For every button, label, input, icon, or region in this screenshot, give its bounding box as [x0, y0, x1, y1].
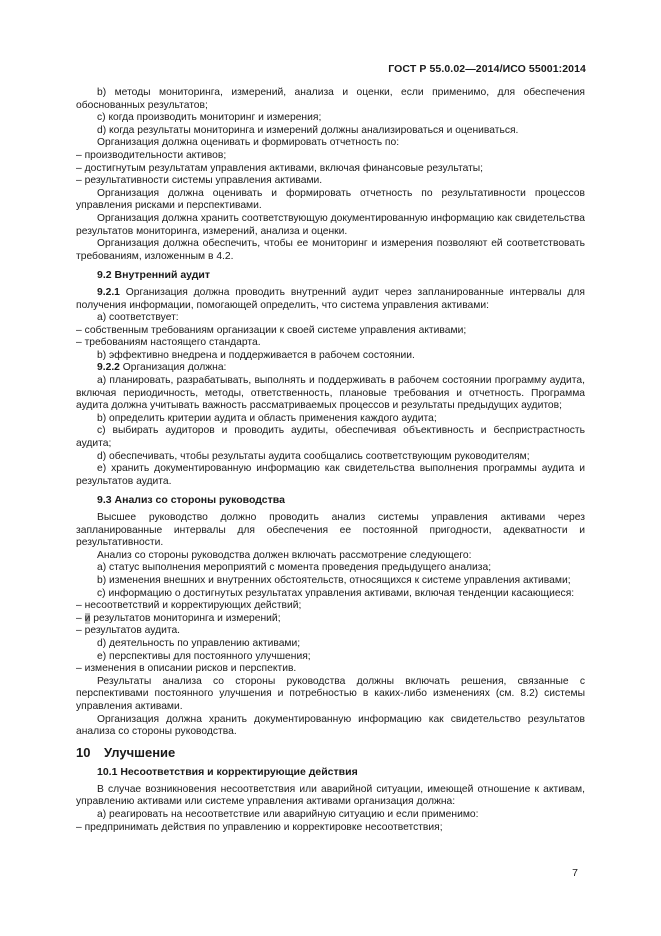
list-item: e) хранить документированную информацию как свидетельства выполнения программы аудита и результатов аудита.: [76, 463, 585, 487]
list-item: – требованиям настоящего стандарта.: [76, 337, 261, 349]
paragraph: Высшее руководство должно проводить анализ системы управления активами через запланированные интервалы для обеспечения ее постоянной пригодности, адекватности и результативности.: [76, 512, 585, 549]
list-item: e) перспективы для постоянного улучшения;: [97, 650, 311, 662]
paragraph: Организация должна хранить документированную информацию как свидетельство результатов анализа со стороны руководства.: [76, 713, 585, 738]
list-item: d) деятельность по управлению активами;: [97, 637, 301, 649]
list-item: – изменения в описании рисков и перспектив.: [76, 663, 297, 675]
list-item: a) реагировать на несоответствие или аварийную ситуацию и если применимо:: [97, 809, 479, 821]
paragraph: В случае возникновения несоответствия или аварийной ситуации, имеющей отношение к активам, управлению активами или системе управления активами организация должна:: [76, 783, 585, 808]
section-heading-10-1: 10.1 Несоответствия и корректирующие действия: [97, 766, 358, 779]
list-item-text: результатов мониторинга и измерений;: [90, 612, 281, 624]
clause-text: Организация должна:: [119, 362, 227, 374]
list-item: – несоответствий и корректирующих действий;: [76, 600, 302, 612]
list-item: a) статус выполнения мероприятий с момента проведения предыдущего анализа;: [97, 562, 492, 574]
section-heading-10: [76, 744, 585, 760]
list-item: d) обеспечивать, чтобы результаты аудита сообщались соответствующим руководителям;: [97, 450, 530, 462]
paragraph: Анализ со стороны руководства должен включать рассмотрение следующего:: [97, 549, 472, 561]
list-item: a) планировать, разрабатывать, выполнять и поддерживать в рабочем состоянии программу аудита, включая периодичность, методы, ответственность, плановые требования и отчетность. Программа аудита должна учитывать важность рассматриваемых процессов и результаты предыдущих аудитов;: [76, 375, 585, 412]
list-item: d) когда результаты мониторинга и измерений должны анализироваться и оцениваться.: [97, 124, 519, 136]
list-item: – результативности системы управления активами.: [76, 175, 323, 187]
page-number: 7: [572, 867, 578, 879]
list-item: b) изменения внешних и внутренних обстоятельств, относящихся к системе управления активами;: [97, 574, 571, 586]
document-body: [76, 87, 585, 834]
clause-number: 9.2.1: [97, 286, 120, 298]
clause-number: 9.2.2: [97, 362, 120, 374]
paragraph: Результаты анализа со стороны руководства должны включать решения, связанные с перспективами постоянного улучшения и потребностью в каких-либо изменениях (см. 8.2) системы управления активами.: [76, 675, 585, 712]
paragraph: [76, 287, 585, 312]
paragraph: [76, 362, 585, 375]
list-item: c) информацию о достигнутых результатах управления активами, включая тенденции касающиеся:: [97, 587, 575, 599]
list-item: – собственным требованиям организации к своей системе управления активами;: [76, 324, 467, 336]
list-item: – результатов аудита.: [76, 625, 181, 637]
list-item: [76, 613, 585, 626]
list-item: b) определить критерии аудита и область применения каждого аудита;: [97, 412, 437, 424]
list-item: a) соответствует:: [97, 312, 179, 324]
list-item: c) выбирать аудиторов и проводить аудиты, обеспечивая объективность и беспристрастность аудита;: [76, 425, 585, 450]
dash: –: [76, 612, 85, 624]
section-title: Улучшение: [104, 744, 176, 760]
section-heading-9-2: 9.2 Внутренний аудит: [97, 269, 210, 282]
paragraph: Организация должна хранить соответствующую документированную информацию как свидетельства результатов мониторинга, измерений, анализа и оценки.: [76, 212, 585, 237]
section-number: 10: [76, 744, 91, 760]
clause-text: Организация должна проводить внутренний аудит через запланированные интервалы для получения информации, помогающей определить, что система управления активами:: [76, 286, 585, 311]
paragraph: Организация должна оценивать и формировать отчетность по результативности процессов управления рисками и перспективами.: [76, 187, 585, 212]
paragraph: Организация должна обеспечить, чтобы ее мониторинг и измерения позволяют ей соответствовать требованиям, изложенным в 4.2.: [76, 238, 585, 262]
paragraph: Организация должна оценивать и формировать отчетность по:: [97, 137, 400, 149]
list-item: b) методы мониторинга, измерений, анализа и оценки, если применимо, для обеспечения обоснованных результатов;: [76, 87, 585, 111]
document-header: ГОСТ Р 55.0.02—2014/ИСО 55001:2014: [388, 63, 586, 75]
list-item: b) эффективно внедрена и поддерживается в рабочем состоянии.: [97, 349, 415, 361]
section-heading-9-3: 9.3 Анализ со стороны руководства: [97, 494, 285, 507]
list-item: c) когда производить мониторинг и измерения;: [97, 112, 322, 124]
list-item: – производительности активов;: [76, 149, 227, 161]
list-item: – достигнутым результатам управления активами, включая финансовые результаты;: [76, 162, 484, 174]
list-item: – предпринимать действия по управлению и корректировке несоответствия;: [76, 821, 443, 833]
highlighted-text: и: [84, 612, 91, 624]
